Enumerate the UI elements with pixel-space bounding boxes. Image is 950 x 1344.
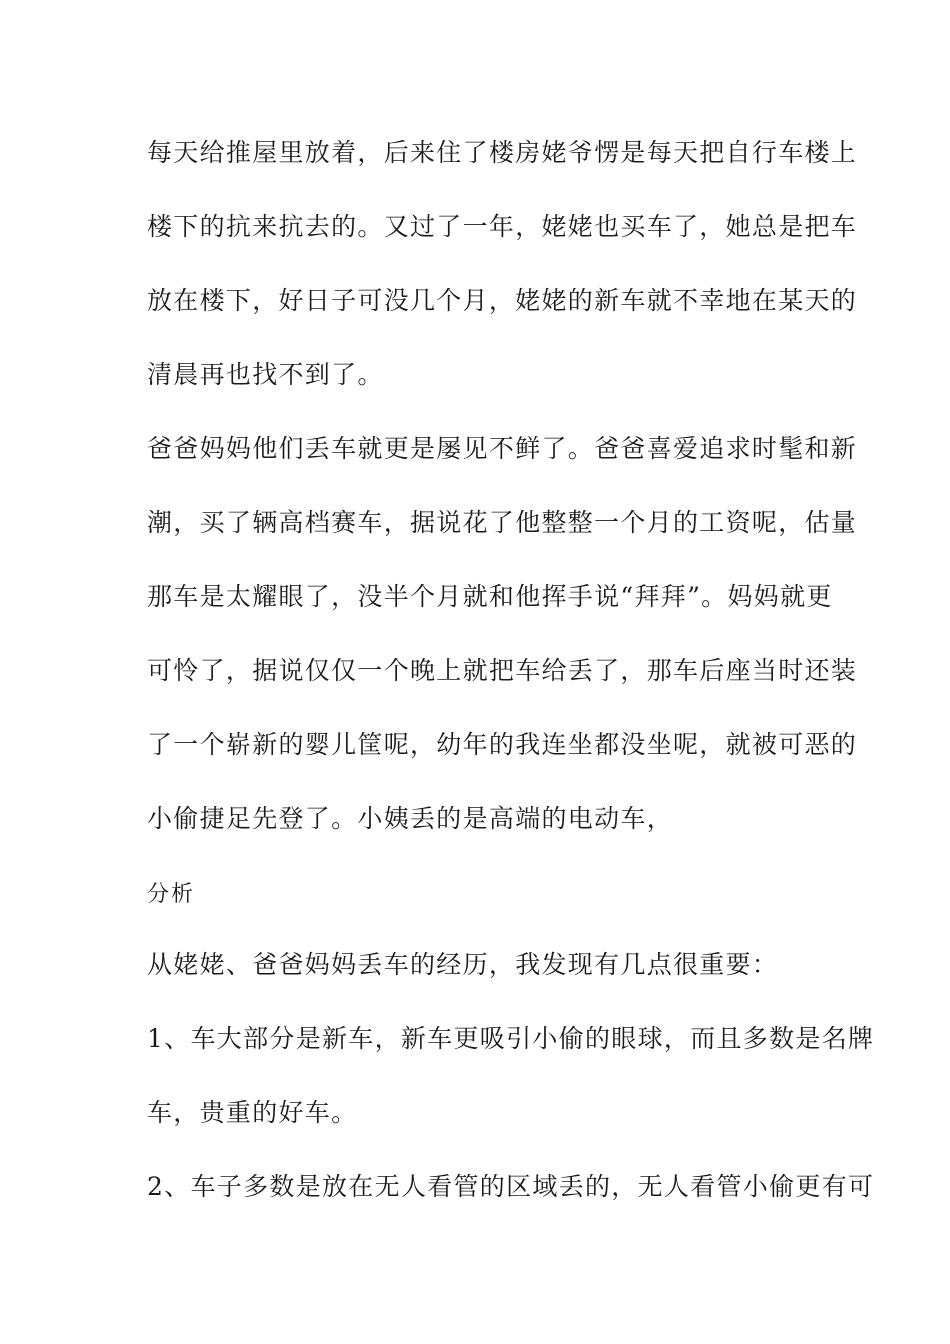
text-line: 每天给推屋里放着，后来住了楼房姥爷愣是每天把自行车楼上 [147,138,858,167]
text-line: 了一个崭新的婴儿筐呢，幼年的我连坐都没坐呢，就被可恶的 [147,730,858,759]
text-line: 清晨再也找不到了。 [147,360,384,389]
text-line: 爸爸妈妈他们丢车就更是屡见不鲜了。爸爸喜爱追求时髦和新 [147,434,858,463]
text-line: 楼下的抗来抗去的。又过了一年，姥姥也买车了，她总是把车 [147,212,858,241]
list-item-continuation: 车，贵重的好车。 [147,1098,358,1127]
text-line: 潮，买了辆高档赛车，据说花了他整整一个月的工资呢，估量 [147,508,858,537]
section-heading: 分析 [147,882,196,907]
text-line: 放在楼下，好日子可没几个月，姥姥的新车就不幸地在某天的 [147,286,858,315]
text-line: 那车是太耀眼了，没半个月就和他挥手说“拜拜”。妈妈就更 [147,582,833,611]
text-line: 可怜了，据说仅仅一个晚上就把车给丢了，那车后座当时还装 [147,656,858,685]
list-item: 2、车子多数是放在无人看管的区域丢的，无人看管小偷更有可 [147,1172,875,1201]
list-item: 1、车大部分是新车，新车更吸引小偷的眼球，而且多数是名牌 [147,1024,875,1053]
text-line: 从姥姥、爸爸妈妈丢车的经历，我发现有几点很重要： [147,950,779,979]
text-line: 小偷捷足先登了。小姨丢的是高端的电动车， [147,804,674,833]
